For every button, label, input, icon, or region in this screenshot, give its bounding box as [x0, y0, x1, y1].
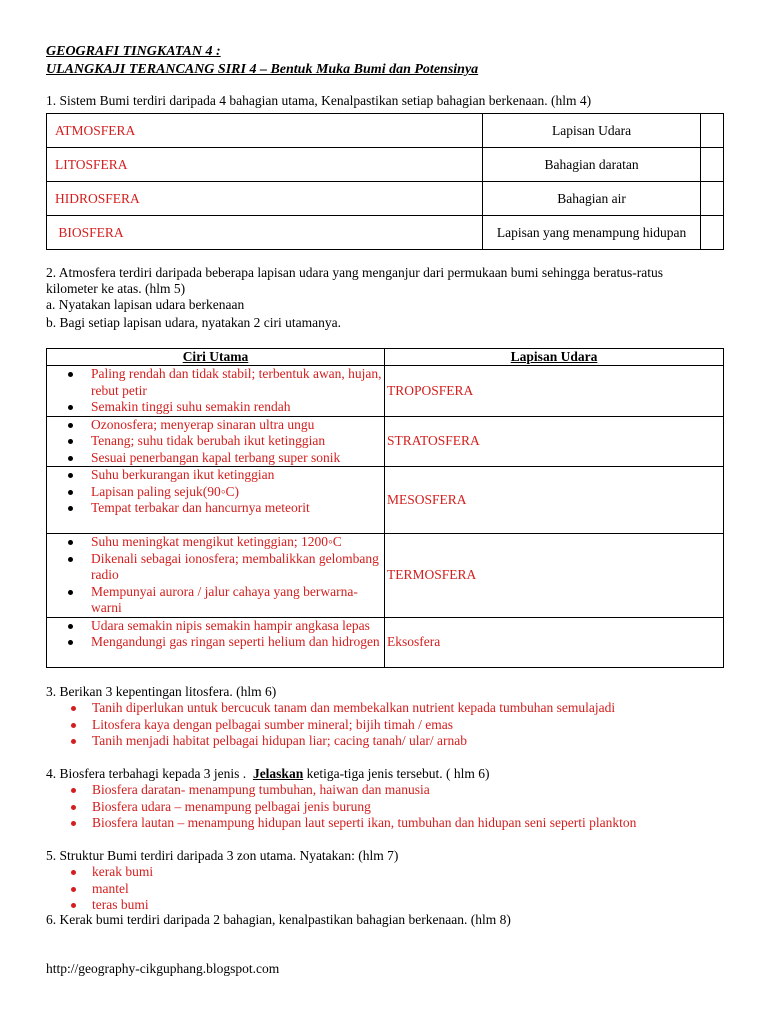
features-cell	[47, 416, 385, 467]
list-item: Semakin tinggi suhu semakin rendah	[91, 399, 384, 416]
list-item: Suhu meningkat mengikut ketinggian; 1200◦C	[91, 534, 384, 551]
question-6: 6. Kerak bumi terdiri daripada 2 bahagian, kenalpastikan bahagian berkenaan. (hlm 8)	[46, 912, 511, 927]
list-item: Biosfera daratan- menampung tumbuhan, haiwan dan manusia	[92, 782, 636, 799]
question-5: 5. Struktur Bumi terdiri daripada 3 zon utama. Nyatakan: (hlm 7)	[46, 848, 399, 863]
list-item: Mempunyai aurora / jalur cahaya yang berwarna-warni	[91, 584, 384, 617]
table-row	[47, 114, 724, 148]
empty-cell	[700, 182, 723, 216]
list-item: kerak bumi	[92, 864, 154, 879]
features-cell	[47, 534, 385, 618]
doc-title: GEOGRAFI TINGKATAN 4 :	[46, 44, 221, 59]
question-4-text: 4. Biosfera terbahagi kepada 3 jenis .	[46, 766, 253, 781]
list-item: Sesuai penerbangan kapal terbang super sonik	[91, 450, 384, 467]
list-item: mantel	[92, 881, 153, 898]
question-2b: b. Bagi setiap lapisan udara, nyatakan 2 ciri utamanya.	[46, 315, 342, 330]
question-5-answers	[92, 864, 153, 914]
features-cell	[47, 366, 385, 417]
description-cell: Lapisan Udara	[483, 114, 700, 148]
empty-cell	[700, 114, 723, 148]
list-item: Mengandungi gas ringan seperti helium dan hidrogen	[91, 634, 384, 651]
question-3-answers	[92, 700, 615, 750]
list-item: Biosfera lautan – menampung hidupan laut seperti ikan, tumbuhan dan hidupan seni seperti plankton	[92, 815, 637, 830]
question-4	[46, 766, 490, 782]
layer-cell: Eksosfera	[385, 617, 724, 667]
list-item: teras bumi	[92, 897, 153, 914]
layer-cell: STRATOSFERA	[385, 416, 724, 467]
question-1: 1. Sistem Bumi terdiri daripada 4 bahagian utama, Kenalpastikan setiap bahagian berkenaan. (hlm 4)	[46, 93, 592, 108]
layer-cell: TROPOSFERA	[385, 366, 724, 417]
list-item: Dikenali sebagai ionosfera; membalikkan gelombang radio	[91, 551, 384, 584]
answer-cell: ATMOSFERA	[47, 114, 483, 148]
question-4-answers	[92, 782, 636, 832]
list-item: Tanih menjadi habitat pelbagai hidupan liar; cacing tanah/ ular/ arnab	[92, 733, 615, 750]
layer-cell: TERMOSFERA	[385, 534, 724, 618]
doc-subtitle: ULANGKAJI TERANCANG SIRI 4 – Bentuk Muka Bumi dan Potensinya	[46, 62, 479, 77]
answer-cell: HIDROSFERA	[47, 182, 483, 216]
description-cell: Bahagian air	[483, 182, 700, 216]
table-row	[47, 148, 724, 182]
list-item: Tempat terbakar dan hancurnya meteorit	[91, 500, 384, 517]
question-4-text-end: ketiga-tiga jenis tersebut. ( hlm 6)	[303, 766, 490, 781]
atmosphere-layers-table	[46, 348, 724, 668]
table-header-row	[47, 349, 724, 366]
answer-cell: LITOSFERA	[47, 148, 483, 182]
list-item: Suhu berkurangan ikut ketinggian	[91, 467, 384, 484]
features-cell	[47, 617, 385, 667]
column-header-features: Ciri Utama	[47, 349, 385, 366]
list-item: Ozonosfera; menyerap sinaran ultra ungu	[91, 417, 384, 434]
table-row	[47, 416, 724, 467]
footer-url: http://geography-cikguphang.blogspot.com	[46, 961, 280, 976]
description-cell: Lapisan yang menampung hidupan	[483, 216, 700, 250]
list-item: Biosfera udara – menampung pelbagai jenis burung	[92, 799, 636, 816]
empty-cell	[700, 216, 723, 250]
earth-systems-table	[46, 113, 724, 250]
table-row	[47, 534, 724, 618]
list-item: Udara semakin nipis semakin hampir angkasa lepas	[91, 618, 384, 635]
question-2-line-2: kilometer ke atas. (hlm 5)	[46, 281, 186, 296]
column-header-layer: Lapisan Udara	[385, 349, 724, 366]
table-row	[47, 182, 724, 216]
description-cell: Bahagian daratan	[483, 148, 700, 182]
table-row	[47, 366, 724, 417]
table-row	[47, 467, 724, 534]
answer-cell: BIOSFERA	[47, 216, 483, 250]
layer-cell: MESOSFERA	[385, 467, 724, 534]
table-row	[47, 617, 724, 667]
list-item: Tenang; suhu tidak berubah ikut ketinggian	[91, 433, 384, 450]
empty-cell	[700, 148, 723, 182]
question-3: 3. Berikan 3 kepentingan litosfera. (hlm 6)	[46, 684, 277, 699]
table-row	[47, 216, 724, 250]
list-item: Litosfera kaya dengan pelbagai sumber mineral; bijih timah / emas	[92, 717, 615, 734]
question-2a: a. Nyatakan lapisan udara berkenaan	[46, 297, 245, 312]
list-item: Lapisan paling sejuk(90◦C)	[91, 484, 384, 501]
features-cell	[47, 467, 385, 534]
question-4-keyword: Jelaskan	[252, 766, 304, 781]
list-item: Tanih diperlukan untuk bercucuk tanam dan membekalkan nutrient kepada tumbuhan semulajadi	[92, 700, 616, 715]
list-item: Paling rendah dan tidak stabil; terbentuk awan, hujan, rebut petir	[91, 366, 384, 399]
question-2-line-1: 2. Atmosfera terdiri daripada beberapa lapisan udara yang menganjur dari permukaan bumi sehingga beratus-ratus	[46, 265, 664, 280]
